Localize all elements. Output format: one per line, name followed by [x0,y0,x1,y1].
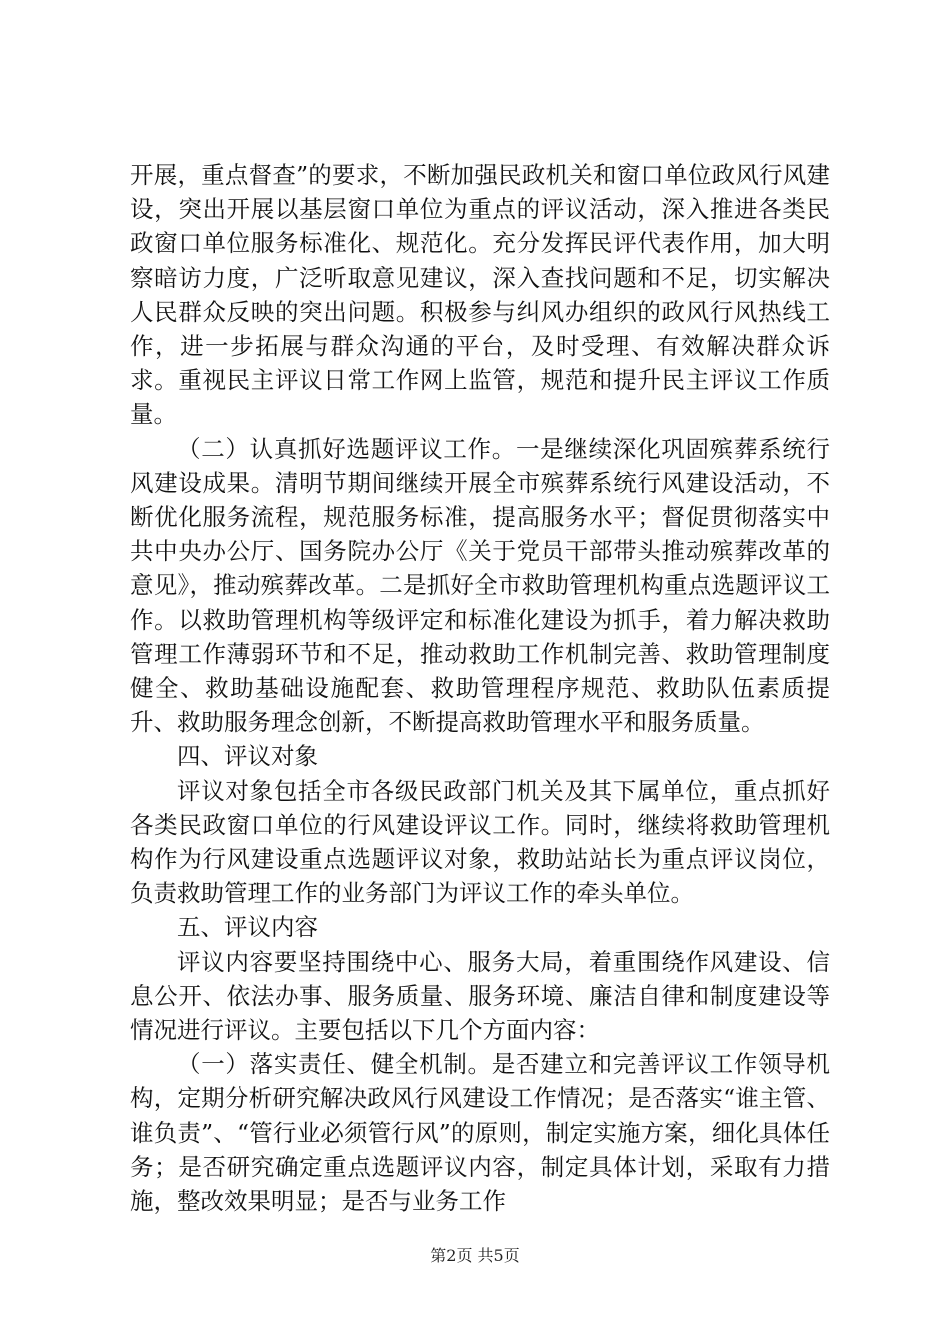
paragraph-topic-review: （二）认真抓好选题评议工作。一是继续深化巩固殡葬系统行风建设成果。清明节期间继续开展全市殡葬系统行风建设活动，不断优化服务流程，规范服务标准，提高服务水平；督促贯彻落实中共中央办公厅、国务院办公厅《关于党员干部带头推动殡葬改革的意见》，推动殡葬改革。二是抓好全市救助管理机构重点选题评议工作。以救助管理机构等级评定和标准化建设为抓手，着力解决救助管理工作薄弱环节和不足，推动救助工作机制完善、救助管理制度健全、救助基础设施配套、救助管理程序规范、救助队伍素质提升、救助服务理念创新，不断提高救助管理水平和服务质量。 [130,434,830,737]
document-body [130,158,830,1218]
paragraph-responsibility: （一）落实责任、健全机制。是否建立和完善评议工作领导机构，定期分析研究解决政风行风建设工作情况；是否落实“谁主管、谁负责”、“管行业必须管行风”的原则，制定实施方案，细化具体任务；是否研究确定重点选题评议内容，制定具体计划，采取有力措施，整改效果明显；是否与业务工作 [130,1050,830,1216]
paragraph-review-content: 评议内容要坚持围绕中心、服务大局，着重围绕作风建设、信息公开、依法办事、服务质量、服务环境、廉洁自律和制度建设等情况进行评议。主要包括以下几个方面内容： [130,947,830,1045]
section-heading-review-targets: 四、评议对象 [177,742,318,771]
section-heading-review-content: 五、评议内容 [177,913,318,942]
page-number-footer: 第2页 共5页 [430,1246,520,1265]
paragraph-continuation: 开展，重点督查”的要求，不断加强民政机关和窗口单位政风行风建设，突出开展以基层窗口单位为重点的评议活动，深入推进各类民政窗口单位服务标准化、规范化。充分发挥民评代表作用，加大明察暗访力度，广泛听取意见建议，深入查找问题和不足，切实解决人民群众反映的突出问题。积极参与纠风办组织的政风行风热线工作，进一步拓展与群众沟通的平台，及时受理、有效解决群众诉求。重视民主评议日常工作网上监管，规范和提升民主评议工作质量。 [130,161,830,429]
paragraph-review-targets: 评议对象包括全市各级民政部门机关及其下属单位，重点抓好各类民政窗口单位的行风建设评议工作。同时，继续将救助管理机构作为行风建设重点选题评议对象，救助站站长为重点评议岗位，负责救助管理工作的业务部门为评议工作的牵头单位。 [130,776,830,908]
